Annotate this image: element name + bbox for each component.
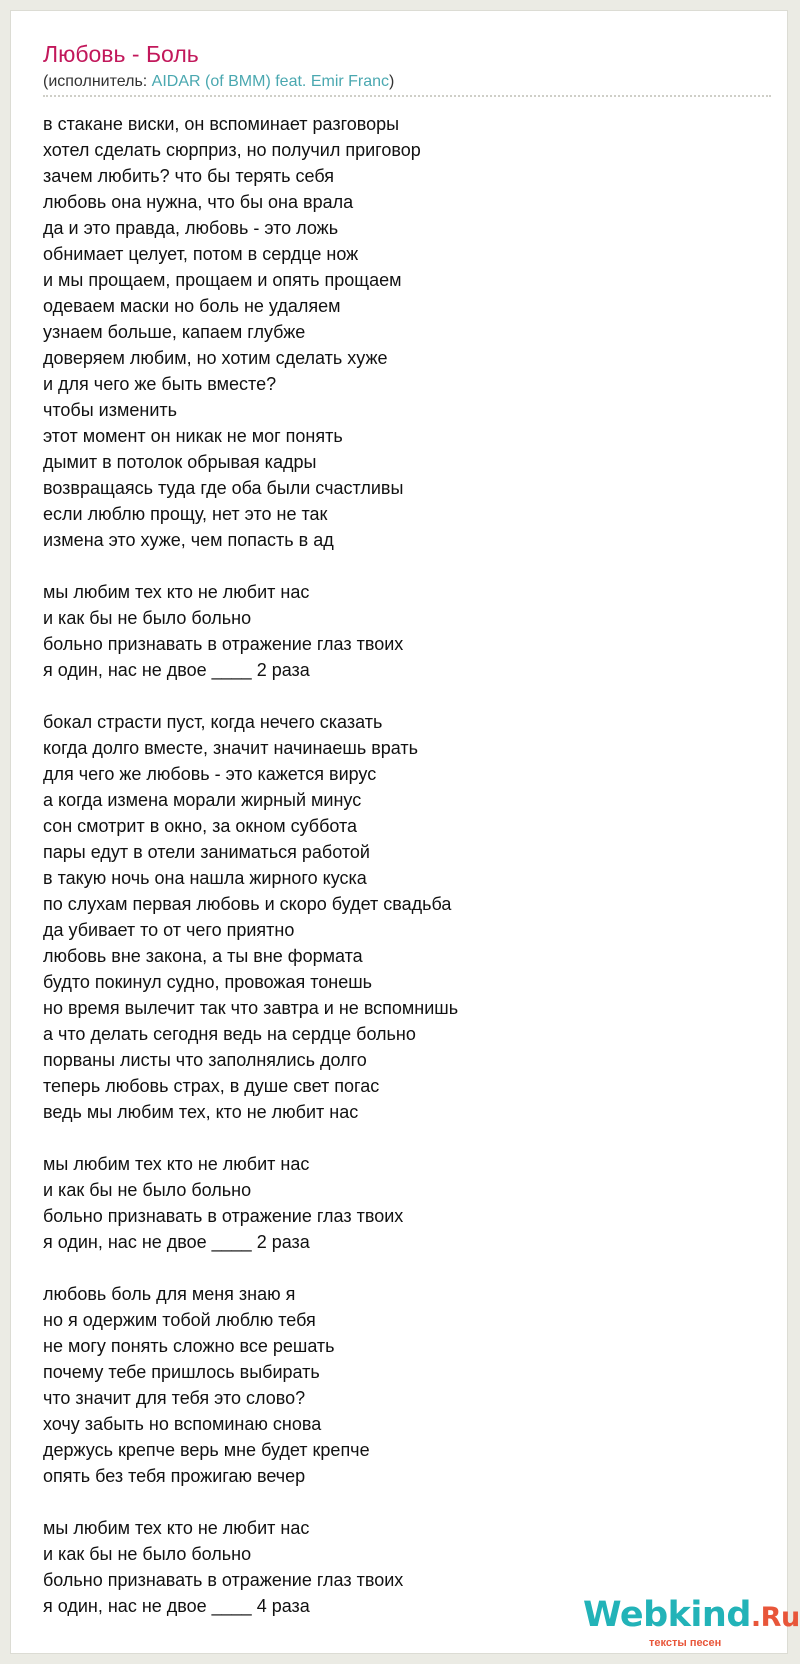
- lyric-line: хочу забыть но вспоминаю снова: [43, 1414, 322, 1434]
- lyric-line: да убивает то от чего приятно: [43, 920, 295, 940]
- blank-line: [43, 553, 763, 579]
- lyric-line: в такую ночь она нашла жирного куска: [43, 868, 367, 888]
- lyric-line: и как бы не было больно: [43, 1180, 252, 1200]
- lyric-line: больно признавать в отражение глаз твоих: [43, 1570, 404, 1590]
- lyric-line: порваны листы что заполнялись долго: [43, 1050, 367, 1070]
- lyric-line: обнимает целует, потом в сердце нож: [43, 244, 359, 264]
- lyric-line: доверяем любим, но хотим сделать хуже: [43, 348, 388, 368]
- artist-prefix: (исполнитель:: [43, 73, 152, 90]
- lyric-line: и для чего же быть вместе?: [43, 374, 277, 394]
- lyric-line: ведь мы любим тех, кто не любит нас: [43, 1102, 359, 1122]
- lyric-line: будто покинул судно, провожая тонешь: [43, 972, 373, 992]
- lyric-line: хотел сделать сюрприз, но получил приговор: [43, 140, 421, 160]
- lyric-line: и как бы не было больно: [43, 608, 252, 628]
- artist-suffix: ): [389, 73, 395, 90]
- artist-line: [43, 73, 394, 91]
- lyric-line: любовь вне закона, а ты вне формата: [43, 946, 363, 966]
- lyric-line: опять без тебя прожигаю вечер: [43, 1466, 306, 1486]
- lyric-line: если люблю прощу, нет это не так: [43, 504, 328, 524]
- lyric-line: а когда измена морали жирный минус: [43, 790, 362, 810]
- lyrics-body: [43, 111, 763, 1619]
- lyric-line: одеваем маски но боль не удаляем: [43, 296, 341, 316]
- lyric-line: но я одержим тобой люблю тебя: [43, 1310, 316, 1330]
- logo-wordmark: [583, 1595, 800, 1635]
- lyric-line: дымит в потолок обрывая кадры: [43, 452, 317, 472]
- lyric-line: да и это правда, любовь - это ложь: [43, 218, 339, 238]
- lyric-line: этот момент он никак не мог понять: [43, 426, 343, 446]
- blank-line: [43, 1125, 763, 1151]
- lyrics-page: [10, 10, 800, 1654]
- lyric-line: сон смотрит в окно, за окном суббота: [43, 816, 358, 836]
- webkind-logo[interactable]: [583, 1595, 800, 1651]
- lyric-line: любовь боль для меня знаю я: [43, 1284, 296, 1304]
- lyric-line: мы любим тех кто не любит нас: [43, 582, 310, 602]
- lyric-line: больно признавать в отражение глаз твоих: [43, 1206, 404, 1226]
- header-divider: [43, 95, 771, 97]
- lyric-line: не могу понять сложно все решать: [43, 1336, 335, 1356]
- lyric-line: измена это хуже, чем попасть в ад: [43, 530, 334, 550]
- lyric-line: зачем любить? что бы терять себя: [43, 166, 335, 186]
- lyric-line: для чего же любовь - это кажется вирус: [43, 764, 377, 784]
- lyric-line: чтобы изменить: [43, 400, 177, 420]
- lyric-line: теперь любовь страх, в душе свет погас: [43, 1076, 380, 1096]
- blank-line: [43, 1255, 763, 1281]
- lyric-line: пары едут в отели заниматься работой: [43, 842, 370, 862]
- lyric-line: мы любим тех кто не любит нас: [43, 1154, 310, 1174]
- lyric-line: я один, нас не двое ____ 2 раза: [43, 660, 310, 680]
- lyric-line: почему тебе пришлось выбирать: [43, 1362, 320, 1382]
- lyric-line: мы любим тех кто не любит нас: [43, 1518, 310, 1538]
- lyric-line: бокал страсти пуст, когда нечего сказать: [43, 712, 383, 732]
- lyric-line: и мы прощаем, прощаем и опять прощаем: [43, 270, 402, 290]
- song-title: Любовь - Боль: [43, 41, 199, 67]
- lyric-line: узнаем больше, капаем глубже: [43, 322, 306, 342]
- logo-main-text: Webkind: [583, 1595, 751, 1635]
- lyric-line: по слухам первая любовь и скоро будет свадьба: [43, 894, 452, 914]
- lyric-line: в стакане виски, он вспоминает разговоры: [43, 114, 400, 134]
- lyric-line: и как бы не было больно: [43, 1544, 252, 1564]
- blank-line: [43, 1489, 763, 1515]
- artist-link[interactable]: AIDAR (of BMM) feat. Emir Franc: [151, 73, 390, 90]
- lyric-line: возвращаясь туда где оба были счастливы: [43, 478, 404, 498]
- lyric-line: любовь она нужна, что бы она врала: [43, 192, 354, 212]
- blank-line: [43, 683, 763, 709]
- logo-tld: .Ru: [750, 1602, 800, 1633]
- lyric-line: больно признавать в отражение глаз твоих: [43, 634, 404, 654]
- lyric-line: а что делать сегодня ведь на сердце больно: [43, 1024, 416, 1044]
- lyric-line: я один, нас не двое ____ 4 раза: [43, 1596, 310, 1616]
- lyric-line: держусь крепче верь мне будет крепче: [43, 1440, 370, 1460]
- logo-tagline: тексты песен: [649, 1637, 722, 1649]
- lyric-line: но время вылечит так что завтра и не вспомнишь: [43, 998, 459, 1018]
- lyric-line: что значит для тебя это слово?: [43, 1388, 306, 1408]
- lyric-line: я один, нас не двое ____ 2 раза: [43, 1232, 310, 1252]
- lyric-line: когда долго вместе, значит начинаешь врать: [43, 738, 419, 758]
